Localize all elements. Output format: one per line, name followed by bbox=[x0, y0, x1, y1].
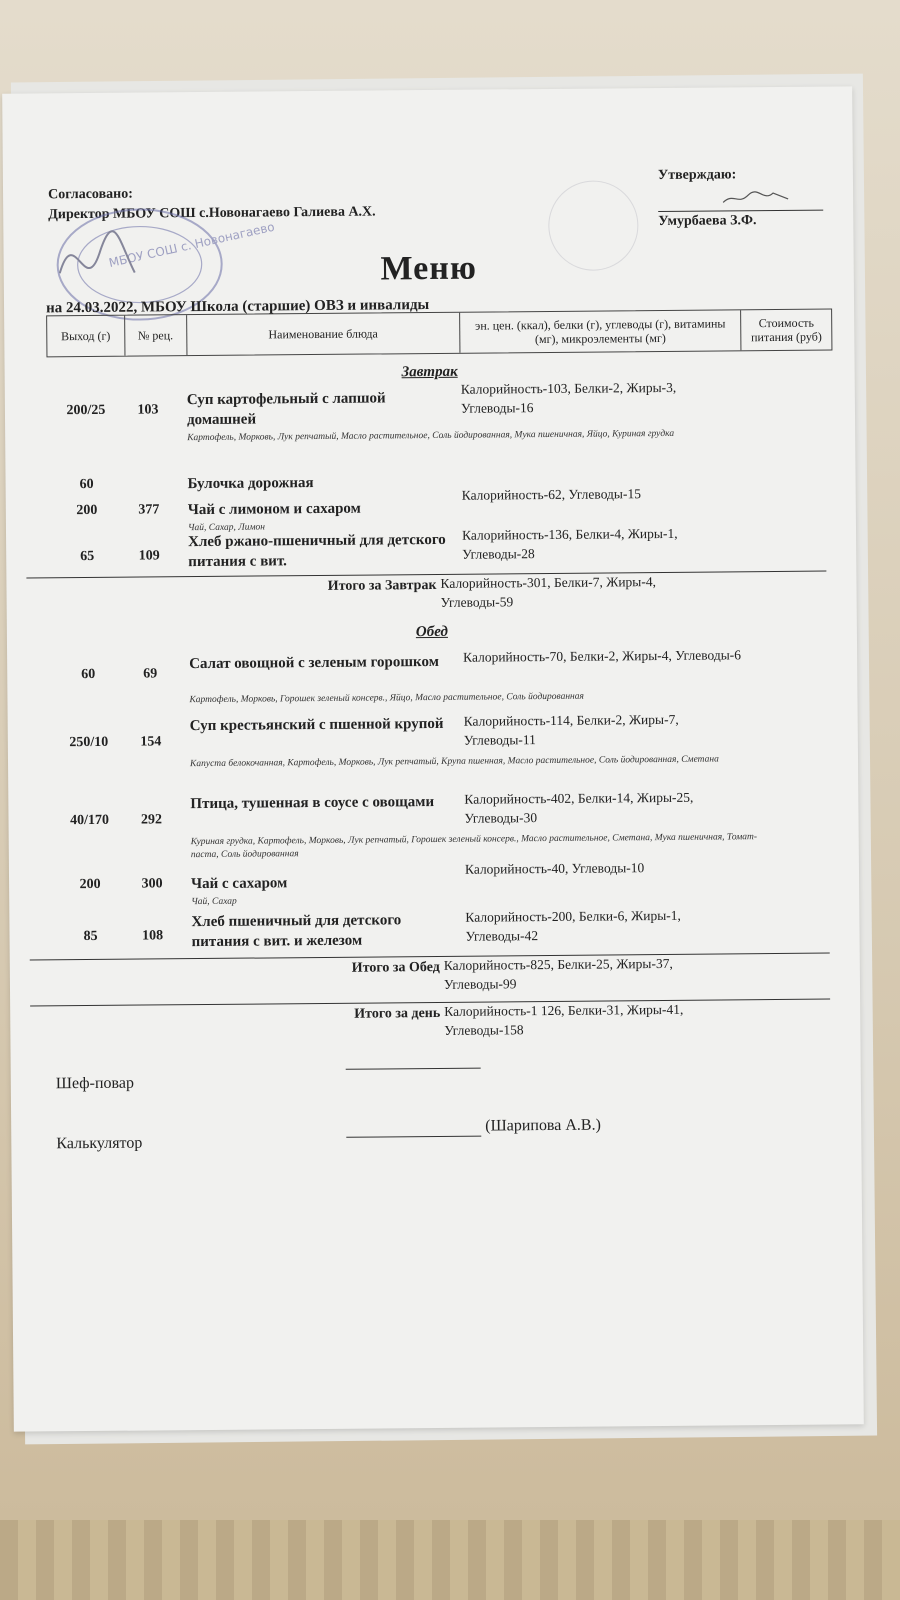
table-row bbox=[50, 710, 836, 770]
row-recipe: 154 bbox=[140, 734, 162, 750]
calculator-name: (Шарипова А.В.) bbox=[485, 1116, 601, 1135]
row-output: 250/10 bbox=[69, 734, 109, 751]
row-output: 200 bbox=[79, 876, 101, 893]
approval-right-title: Утверждаю: bbox=[657, 167, 737, 184]
calculator-signature-line bbox=[346, 1136, 481, 1138]
header-cost: Стоимость питания (руб) bbox=[751, 315, 822, 345]
row-dish-name: Хлеб ржано-пшеничный для детского питания с вит. bbox=[188, 531, 446, 571]
approval-left-title: Согласовано: bbox=[47, 186, 133, 203]
row-nutrition: Калорийность-200, Белки-6, Жиры-1, Углеводы-42 bbox=[465, 907, 681, 944]
menu-subtitle: на 24.03.2022, МБОУ Школа (старшие) ОВЗ и инвалиды bbox=[45, 297, 430, 317]
row-ingredients: Картофель, Морковь, Лук репчатый, Масло растительное, Соль йодированная, Мука пшеничная, Яйцо, Куриная грудка bbox=[187, 428, 675, 444]
floor-pattern bbox=[0, 1520, 900, 1600]
row-recipe: 377 bbox=[138, 502, 160, 518]
approval-right-person: Умурбаева З.Ф. bbox=[658, 213, 757, 230]
table-row bbox=[49, 647, 835, 706]
breakfast-total-nutrition: Калорийность-301, Белки-7, Жиры-4, Углеводы-59 bbox=[440, 574, 657, 610]
row-nutrition: Калорийность-402, Белки-14, Жиры-25, Углеводы-30 bbox=[464, 789, 694, 826]
page-title: Меню bbox=[380, 249, 478, 288]
row-nutrition: Калорийность-70, Белки-2, Жиры-4, Углеводы-6 bbox=[463, 647, 742, 665]
table-row bbox=[50, 788, 836, 861]
row-output: 60 bbox=[81, 666, 96, 683]
row-output: 200 bbox=[76, 502, 98, 519]
breakfast-total bbox=[26, 571, 826, 610]
row-recipe: 300 bbox=[141, 876, 163, 892]
signature-scribble bbox=[718, 187, 798, 208]
header-recipe: № рец. bbox=[125, 315, 187, 356]
row-ingredients: Куриная грудка, Картофель, Морковь, Лук репчатый, Горошек зеленый консерв., Масло растительное, Сметана, Мука пшеничная, Томат-паста, Соль йодированная bbox=[190, 832, 758, 861]
table-row bbox=[48, 486, 834, 534]
row-nutrition: Калорийность-62, Углеводы-15 bbox=[461, 486, 642, 503]
table-row bbox=[51, 906, 837, 951]
table-row bbox=[48, 470, 834, 493]
row-output: 40/170 bbox=[70, 812, 110, 829]
row-output: 65 bbox=[80, 548, 95, 565]
row-ingredients: Чай, Сахар, Лимон bbox=[187, 522, 266, 534]
calculator-label: Калькулятор bbox=[56, 1134, 143, 1153]
day-total bbox=[30, 999, 830, 1038]
row-nutrition: Калорийность-114, Белки-2, Жиры-7, Углеводы-11 bbox=[463, 711, 679, 748]
header-nutrition: эн. цен. (ккал), белки (г), углеводы (г), витамины (мг), микроэлементы (мг) bbox=[460, 310, 742, 352]
table-header bbox=[46, 309, 832, 358]
row-ingredients: Капуста белокочанная, Картофель, Морковь, Лук репчатый, Крупа пшенная, Масло растительное, Соль йодированная, Сметана bbox=[189, 754, 719, 770]
breakfast-total-label: Итого за Завтрак bbox=[327, 577, 437, 594]
section-lunch-title: Обед bbox=[415, 623, 448, 641]
day-total-label: Итого за день bbox=[354, 1005, 441, 1022]
stamp-text: МБОУ СОШ с. Новонагаево bbox=[107, 219, 276, 271]
row-dish-name: Булочка дорожная bbox=[187, 475, 314, 493]
table-row bbox=[47, 379, 833, 444]
row-dish-name: Чай с сахаром bbox=[191, 875, 288, 893]
row-output: 60 bbox=[79, 476, 94, 493]
approval-right bbox=[658, 165, 824, 232]
row-nutrition: Калорийность-40, Углеводы-10 bbox=[464, 860, 645, 877]
lunch-total-nutrition: Калорийность-825, Белки-25, Жиры-37, Углеводы-99 bbox=[443, 955, 673, 992]
row-recipe: 292 bbox=[140, 812, 163, 828]
lunch-total-label: Итого за Обед bbox=[351, 959, 440, 976]
header-name: Наименование блюда bbox=[187, 313, 461, 355]
approval-left-person: Директор МБОУ СОШ с.Новонагаево Галиева А.Х. bbox=[48, 204, 376, 223]
row-ingredients: Картофель, Морковь, Горошек зеленый консерв., Яйцо, Масло растительное, Соль йодированная bbox=[189, 691, 584, 706]
row-dish-name: Чай с лимоном и сахаром bbox=[187, 500, 361, 519]
chef-label: Шеф-повар bbox=[55, 1074, 135, 1093]
section-breakfast-title: Завтрак bbox=[401, 363, 458, 381]
approval-signature-line bbox=[658, 185, 823, 212]
row-output: 200/25 bbox=[66, 402, 106, 419]
menu-document bbox=[2, 86, 864, 1431]
row-recipe: 109 bbox=[138, 548, 160, 564]
header-output: Выход (г) bbox=[47, 316, 125, 357]
row-recipe: 69 bbox=[143, 666, 158, 682]
day-total-nutrition: Калорийность-1 126, Белки-31, Жиры-41, Углеводы-158 bbox=[444, 1001, 684, 1038]
row-nutrition: Калорийность-136, Белки-4, Жиры-1, Углеводы-28 bbox=[461, 525, 678, 562]
table-row bbox=[51, 860, 837, 908]
lunch-total bbox=[30, 953, 830, 992]
row-dish-name: Салат овощной с зеленым горошком bbox=[189, 653, 439, 673]
row-dish-name: Суп крестьянский с пшенной крупой bbox=[189, 715, 444, 735]
row-dish-name: Хлеб пшеничный для детского питания с вит. и железом bbox=[191, 912, 402, 951]
chef-signature-line bbox=[346, 1068, 481, 1070]
row-nutrition: Калорийность-103, Белки-2, Жиры-3, Углеводы-16 bbox=[460, 379, 677, 416]
row-recipe: 108 bbox=[141, 928, 164, 944]
row-output: 85 bbox=[83, 928, 98, 945]
row-ingredients: Чай, Сахар bbox=[191, 896, 237, 908]
row-recipe: 103 bbox=[137, 402, 159, 418]
row-dish-name: Птица, тушенная в соусе с овощами bbox=[190, 793, 435, 813]
row-dish-name: Суп картофельный с лапшой домашней bbox=[186, 390, 386, 429]
